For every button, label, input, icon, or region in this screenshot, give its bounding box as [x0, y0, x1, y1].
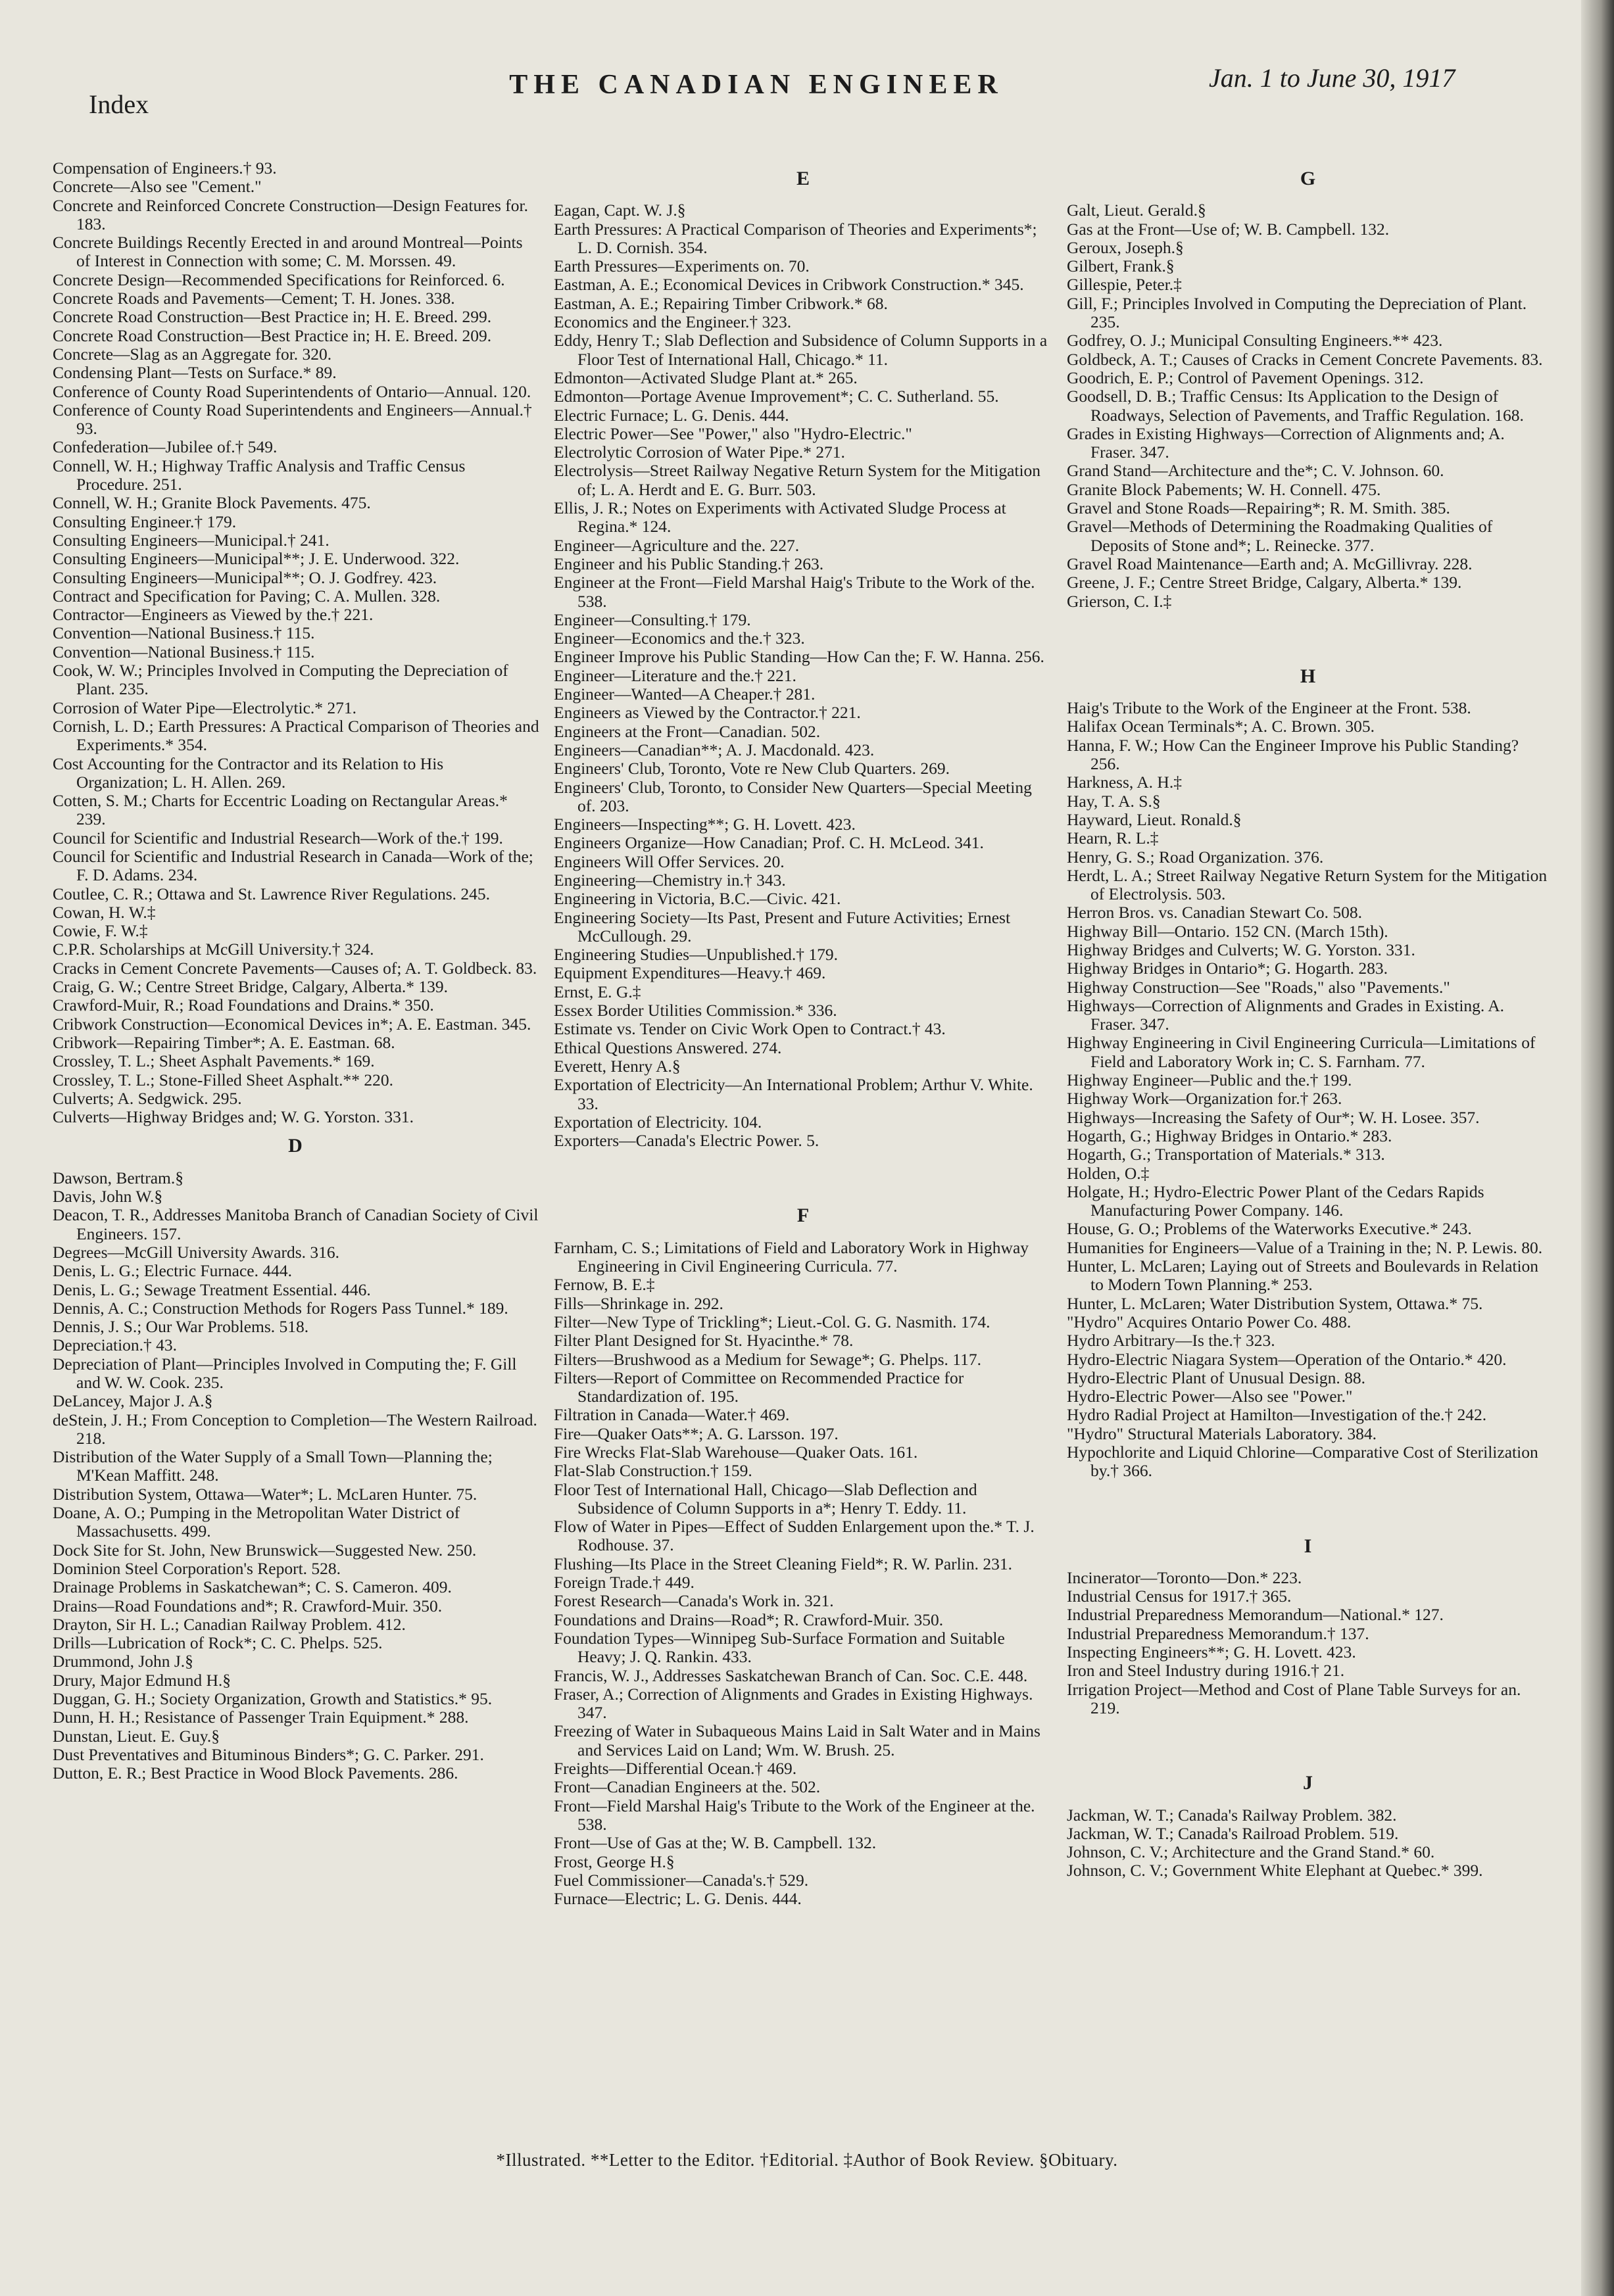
- entries-g: [1067, 201, 1550, 611]
- index-entry: Forest Research—Canada's Work in. 321.: [554, 1591, 834, 1611]
- index-entry: Engineer—Literature and the.† 221.: [554, 665, 796, 685]
- index-entry: Highway Construction—See "Roads," also "Pavements.": [1067, 977, 1450, 997]
- index-entry: Dawson, Bertram.§: [53, 1168, 183, 1187]
- index-entry: Drayton, Sir H. L.; Canadian Railway Problem. 412.: [53, 1614, 406, 1634]
- index-entry: Depreciation of Plant—Principles Involved in Computing the; F. Gill and W. W. Cook. 235.: [53, 1354, 517, 1392]
- index-entry: Ernst, E. G.‡: [554, 982, 641, 1001]
- index-column-2: [554, 159, 1054, 1908]
- index-entry: Holden, O.‡: [1067, 1163, 1150, 1183]
- index-entry: Gravel—Methods of Determining the Roadmaking Qualities of Deposits of Stone and*; L. Reinecke. 377.: [1067, 517, 1493, 555]
- index-entry: Consulting Engineers—Municipal**; O. J. Godfrey. 423.: [53, 567, 437, 587]
- index-entry: Farnham, C. S.; Limitations of Field and Laboratory Work in Highway Engineering in Civil Engineering Curricula. 77.: [554, 1237, 1029, 1276]
- index-entry: Eastman, A. E.; Repairing Timber Cribwork.* 68.: [554, 293, 888, 313]
- index-entry: Filters—Report of Committee on Recommended Practice for Standardization of. 195.: [554, 1368, 964, 1406]
- index-entry: Eagan, Capt. W. J.§: [554, 201, 686, 220]
- index-entry: Depreciation.† 43.: [53, 1335, 178, 1355]
- index-entry: Essex Border Utilities Commission.* 336.: [554, 1001, 837, 1020]
- index-entry: "Hydro" Acquires Ontario Power Co. 488.: [1067, 1312, 1352, 1331]
- index-entry: Foundation Types—Winnipeg Sub-Surface Formation and Suitable Heavy; J. Q. Rankin. 433.: [554, 1628, 1005, 1667]
- index-entry: Ethical Questions Answered. 274.: [554, 1038, 782, 1057]
- index-entry: Concrete Buildings Recently Erected in and around Montreal—Points of Interest in Connection with some; C. M. Morssen. 49.: [53, 233, 523, 271]
- index-entry: Fills—Shrinkage in. 292.: [554, 1293, 723, 1313]
- index-entry: Fernow, B. E.‡: [554, 1275, 655, 1295]
- index-entry: Contractor—Engineers as Viewed by the.† 221.: [53, 605, 374, 625]
- index-entry: Grand Stand—Architecture and the*; C. V. Johnson. 60.: [1067, 461, 1444, 481]
- index-entry: Dutton, E. R.; Best Practice in Wood Block Pavements. 286.: [53, 1763, 458, 1783]
- index-entry: Fire Wrecks Flat-Slab Warehouse—Quaker Oats. 161.: [554, 1443, 918, 1462]
- index-entry: Iron and Steel Industry during 1916.† 21.: [1067, 1661, 1345, 1681]
- index-entry: Holgate, H.; Hydro-Electric Power Plant of the Cedars Rapids Manufacturing Power Company. 146.: [1067, 1182, 1484, 1220]
- index-entry: Electrolysis—Street Railway Negative Return System for the Mitigation of; L. A. Herdt and E. G. Burr. 503.: [554, 461, 1041, 499]
- index-entry: Exportation of Electricity. 104.: [554, 1112, 762, 1132]
- index-entry: Concrete Roads and Pavements—Cement; T. H. Jones. 338.: [53, 289, 455, 308]
- index-entry: Hogarth, G.; Transportation of Materials.* 313.: [1067, 1145, 1385, 1164]
- index-entry: Compensation of Engineers.† 93.: [53, 158, 277, 178]
- index-entry: Drills—Lubrication of Rock*; C. C. Phelps. 525.: [53, 1633, 383, 1653]
- index-entry: Herron Bros. vs. Canadian Stewart Co. 508.: [1067, 903, 1363, 922]
- index-entry: Gill, F.; Principles Involved in Computing the Depreciation of Plant. 235.: [1067, 293, 1527, 332]
- index-entry: Engineering—Chemistry in.† 343.: [554, 870, 786, 890]
- index-entry: Crossley, T. L.; Stone-Filled Sheet Asphalt.** 220.: [53, 1070, 394, 1089]
- entries-i: [1067, 1569, 1550, 1717]
- index-entry: Engineer Improve his Public Standing—How Can the; F. W. Hanna. 256.: [554, 647, 1044, 667]
- index-entry: Foreign Trade.† 449.: [554, 1573, 695, 1592]
- index-entry: Hydro Arbitrary—Is the.† 323.: [1067, 1331, 1275, 1351]
- index-entry: Economics and the Engineer.† 323.: [554, 312, 792, 332]
- date-range: Jan. 1 to June 30, 1917: [1209, 63, 1455, 93]
- index-entry: Coutlee, C. R.; Ottawa and St. Lawrence River Regulations. 245.: [53, 884, 490, 903]
- index-entry: Hogarth, G.; Highway Bridges in Ontario.* 283.: [1067, 1126, 1392, 1145]
- index-column-1: [53, 159, 539, 1783]
- index-entry: Foundations and Drains—Road*; R. Crawford-Muir. 350.: [554, 1610, 944, 1629]
- index-entry: Dennis, A. C.; Construction Methods for Rogers Pass Tunnel.* 189.: [53, 1298, 508, 1318]
- index-entry: Filters—Brushwood as a Medium for Sewage*; G. Phelps. 117.: [554, 1349, 981, 1369]
- index-entry: House, G. O.; Problems of the Waterworks Executive.* 243.: [1067, 1219, 1472, 1239]
- index-entry: Crossley, T. L.; Sheet Asphalt Pavements.* 169.: [53, 1051, 375, 1071]
- index-entry: Deacon, T. R., Addresses Manitoba Branch of Canadian Society of Civil Engineers. 157.: [53, 1205, 539, 1243]
- index-entry: Cook, W. W.; Principles Involved in Computing the Depreciation of Plant. 235.: [53, 661, 508, 699]
- index-entry: Denis, L. G.; Electric Furnace. 444.: [53, 1261, 292, 1281]
- index-entry: Engineers Will Offer Services. 20.: [554, 851, 785, 871]
- index-entry: Flat-Slab Construction.† 159.: [554, 1461, 752, 1481]
- index-entry: Flushing—Its Place in the Street Cleaning Field*; R. W. Parlin. 231.: [554, 1554, 1012, 1573]
- index-entry: Electric Furnace; L. G. Denis. 444.: [554, 405, 789, 425]
- entries-c: [53, 159, 539, 1126]
- section-heading-d: D: [288, 1135, 304, 1157]
- index-entry: Hydro-Electric Power—Also see "Power.": [1067, 1387, 1353, 1406]
- index-entry: Exportation of Electricity—An International Problem; Arthur V. White. 33.: [554, 1075, 1033, 1113]
- index-entry: Fraser, A.; Correction of Alignments and Grades in Existing Highways. 347.: [554, 1684, 1033, 1723]
- index-entry: Conference of County Road Superintendents of Ontario—Annual. 120.: [53, 381, 531, 401]
- index-entry: Consulting Engineers—Municipal.† 241.: [53, 530, 330, 550]
- index-entry: Harkness, A. H.‡: [1067, 773, 1182, 792]
- index-entry: Furnace—Electric; L. G. Denis. 444.: [554, 1889, 802, 1909]
- legend-footnote: *Illustrated. **Letter to the Editor. †Editorial. ‡Author of Book Review. §Obituary.: [496, 2150, 1118, 2170]
- index-entry: deStein, J. H.; From Conception to Completion—The Western Railroad. 218.: [53, 1410, 537, 1448]
- index-entry: Duggan, G. H.; Society Organization, Growth and Statistics.* 95.: [53, 1689, 493, 1709]
- index-entry: Granite Block Pabements; W. H. Connell. 475.: [1067, 479, 1381, 499]
- index-entry: Davis, John W.§: [53, 1187, 163, 1207]
- index-entry: Hydro-Electric Plant of Unusual Design. 88.: [1067, 1368, 1365, 1387]
- index-entry: Freezing of Water in Subaqueous Mains Laid in Salt Water and in Mains and Services Laid on Land; Wm. W. Brush. 25.: [554, 1721, 1040, 1759]
- index-entry: Craig, G. W.; Centre Street Bridge, Calgary, Alberta.* 139.: [53, 977, 449, 997]
- index-entry: Highways—Increasing the Safety of Our*; W. H. Losee. 357.: [1067, 1107, 1480, 1127]
- index-entry: Doane, A. O.; Pumping in the Metropolitan Water District of Massachusetts. 499.: [53, 1503, 460, 1541]
- index-entry: Hunter, L. McLaren; Laying out of Streets and Boulevards in Relation to Modern Town Planning.* 253.: [1067, 1256, 1539, 1295]
- index-entry: Engineers—Canadian**; A. J. Macdonald. 423.: [554, 740, 875, 759]
- index-entry: Hay, T. A. S.§: [1067, 791, 1161, 811]
- index-entry: Highway Bridges and Culverts; W. G. Yorston. 331.: [1067, 940, 1415, 959]
- index-entry: Gravel and Stone Roads—Repairing*; R. M. Smith. 385.: [1067, 498, 1450, 518]
- index-entry: DeLancey, Major J. A.§: [53, 1391, 213, 1411]
- index-entry: Conference of County Road Superintendents and Engineers—Annual.† 93.: [53, 400, 532, 439]
- index-entry: Goodrich, E. P.; Control of Pavement Openings. 312.: [1067, 368, 1424, 387]
- index-entry: Hayward, Lieut. Ronald.§: [1067, 809, 1242, 829]
- index-entry: Eastman, A. E.; Economical Devices in Cribwork Construction.* 345.: [554, 275, 1024, 295]
- index-entry: Convention—National Business.† 115.: [53, 642, 315, 661]
- section-heading-e: E: [796, 168, 811, 189]
- index-entry: Inspecting Engineers**; G. H. Lovett. 423.: [1067, 1642, 1356, 1662]
- index-entry: Hydro Radial Project at Hamilton—Investigation of the.† 242.: [1067, 1405, 1487, 1425]
- index-entry: Engineers' Club, Toronto, Vote re New Club Quarters. 269.: [554, 759, 950, 778]
- index-entry: Johnson, C. V.; Government White Elephant at Quebec.* 399.: [1067, 1861, 1483, 1880]
- index-entry: Drummond, John J.§: [53, 1652, 193, 1671]
- index-entry: Eddy, Henry T.; Slab Deflection and Subsidence of Column Supports in a Floor Test of International Hall, Chicago.* 11.: [554, 331, 1048, 369]
- index-entry: Electrolytic Corrosion of Water Pipe.* 271.: [554, 442, 845, 462]
- index-entry: Contract and Specification for Paving; C. A. Mullen. 328.: [53, 586, 441, 606]
- index-entry: Incinerator—Toronto—Don.* 223.: [1067, 1567, 1302, 1587]
- index-entry: Engineer—Agriculture and the. 227.: [554, 535, 800, 555]
- index-entry: "Hydro" Structural Materials Laboratory. 384.: [1067, 1423, 1377, 1443]
- index-entry: Hypochlorite and Liquid Chlorine—Comparative Cost of Sterilization by.† 366.: [1067, 1443, 1538, 1481]
- index-entry: Grierson, C. I.‡: [1067, 591, 1172, 611]
- index-entry: Dominion Steel Corporation's Report. 528.: [53, 1558, 341, 1578]
- index-entry: Irrigation Project—Method and Cost of Plane Table Surveys for an. 219.: [1067, 1679, 1521, 1717]
- index-entry: Haig's Tribute to the Work of the Engineer at the Front. 538.: [1067, 698, 1471, 718]
- entries-d: [53, 1169, 539, 1783]
- index-entry: Industrial Preparedness Memorandum.† 137.: [1067, 1623, 1369, 1643]
- index-label: Index: [89, 89, 149, 119]
- index-entry: Engineers at the Front—Canadian. 502.: [554, 721, 821, 741]
- index-entry: Distribution of the Water Supply of a Small Town—Planning the; M'Kean Maffitt. 248.: [53, 1447, 493, 1485]
- index-entry: Fire—Quaker Oats**; A. G. Larsson. 197.: [554, 1423, 839, 1443]
- index-entry: Filtration in Canada—Water.† 469.: [554, 1405, 790, 1425]
- index-entry: Engineer and his Public Standing.† 263.: [554, 554, 824, 573]
- index-entry: Consulting Engineers—Municipal**; J. E. Underwood. 322.: [53, 549, 460, 569]
- index-entry: Front—Field Marshal Haig's Tribute to the Work of the Engineer at the. 538.: [554, 1796, 1035, 1834]
- index-entry: Highway Engineering in Civil Engineering Curricula—Limitations of Field and Laboratory Work in; C. S. Farnham. 77.: [1067, 1033, 1536, 1071]
- entries-e: [554, 201, 1054, 1150]
- index-entry: Gas at the Front—Use of; W. B. Campbell. 132.: [1067, 219, 1390, 239]
- index-entry: Cribwork Construction—Economical Devices in*; A. E. Eastman. 345.: [53, 1014, 531, 1034]
- index-entry: Dunstan, Lieut. E. Guy.§: [53, 1726, 220, 1746]
- index-entry: Cribwork—Repairing Timber*; A. E. Eastman. 68.: [53, 1032, 395, 1052]
- index-entry: Filter Plant Designed for St. Hyacinthe.* 78.: [554, 1331, 854, 1351]
- index-entry: Concrete Road Construction—Best Practice in; H. E. Breed. 209.: [53, 325, 492, 345]
- index-entry: Edmonton—Portage Avenue Improvement*; C. C. Sutherland. 55.: [554, 387, 999, 406]
- index-entry: Dunn, H. H.; Resistance of Passenger Train Equipment.* 288.: [53, 1708, 469, 1727]
- index-entry: Engineer—Consulting.† 179.: [554, 610, 751, 629]
- index-entry: Ellis, J. R.; Notes on Experiments with Activated Sludge Process at Regina.* 124.: [554, 498, 1006, 537]
- index-entry: Convention—National Business.† 115.: [53, 623, 315, 643]
- index-entry: Concrete—Also see "Cement.": [53, 177, 262, 197]
- section-heading-f: F: [796, 1205, 811, 1227]
- index-entry: Herdt, L. A.; Street Railway Negative Return System for the Mitigation of Electrolysis. 503.: [1067, 865, 1548, 904]
- index-entry: Engineer—Wanted—A Cheaper.† 281.: [554, 684, 816, 704]
- index-entry: Highway Bill—Ontario. 152 CN. (March 15th).: [1067, 921, 1388, 941]
- index-entry: Cowan, H. W.‡: [53, 902, 156, 922]
- index-entry: Hunter, L. McLaren; Water Distribution System, Ottawa.* 75.: [1067, 1293, 1483, 1313]
- index-entry: Engineering Society—Its Past, Present and Future Activities; Ernest McCullough. 29.: [554, 907, 1011, 945]
- index-entry: Jackman, W. T.; Canada's Railroad Problem. 519.: [1067, 1823, 1399, 1843]
- index-entry: Jackman, W. T.; Canada's Railway Problem. 382.: [1067, 1805, 1397, 1825]
- entries-h: [1067, 699, 1550, 1480]
- index-entry: Halifax Ocean Terminals*; A. C. Brown. 305.: [1067, 717, 1375, 736]
- index-entry: Edmonton—Activated Sludge Plant at.* 265.: [554, 368, 858, 387]
- index-entry: Gillespie, Peter.‡: [1067, 275, 1182, 295]
- index-entry: Confederation—Jubilee of.† 549.: [53, 437, 278, 457]
- index-entry: Floor Test of International Hall, Chicago—Slab Deflection and Subsidence of Column Supports in a*; Henry T. Eddy. 11.: [554, 1479, 977, 1518]
- page-edge: [1581, 0, 1614, 2296]
- index-entry: Exporters—Canada's Electric Power. 5.: [554, 1131, 819, 1151]
- index-entry: Front—Use of Gas at the; W. B. Campbell. 132.: [554, 1833, 877, 1853]
- index-entry: Council for Scientific and Industrial Research in Canada—Work of the; F. D. Adams. 234.: [53, 846, 533, 885]
- index-entry: Engineering Studies—Unpublished.† 179.: [554, 945, 839, 965]
- index-entry: Flow of Water in Pipes—Effect of Sudden Enlargement upon the.* T. J. Rodhouse. 37.: [554, 1517, 1035, 1555]
- index-entry: Concrete Road Construction—Best Practice in; H. E. Breed. 299.: [53, 307, 492, 327]
- index-entry: Engineer at the Front—Field Marshal Haig's Tribute to the Work of the. 538.: [554, 573, 1035, 611]
- index-entry: Francis, W. J., Addresses Saskatchewan Branch of Can. Soc. C.E. 448.: [554, 1665, 1028, 1685]
- index-entry: Grades in Existing Highways—Correction of Alignments and; A. Fraser. 347.: [1067, 423, 1505, 462]
- index-entry: Highways—Correction of Alignments and Grades in Existing. A. Fraser. 347.: [1067, 995, 1505, 1034]
- index-entry: Consulting Engineer.† 179.: [53, 512, 237, 531]
- index-entry: Connell, W. H.; Highway Traffic Analysis and Traffic Census Procedure. 251.: [53, 456, 466, 494]
- index-entry: Drains—Road Foundations and*; R. Crawford-Muir. 350.: [53, 1596, 443, 1615]
- index-entry: Connell, W. H.; Granite Block Pavements. 475.: [53, 493, 371, 513]
- index-entry: Drainage Problems in Saskatchewan*; C. S. Cameron. 409.: [53, 1577, 452, 1597]
- index-entry: Culverts; A. Sedgwick. 295.: [53, 1088, 242, 1108]
- index-entry: Engineers as Viewed by the Contractor.† 221.: [554, 703, 861, 723]
- index-entry: Concrete and Reinforced Concrete Construction—Design Features for. 183.: [53, 195, 529, 233]
- section-heading-g: G: [1300, 168, 1317, 189]
- index-entry: Johnson, C. V.; Architecture and the Grand Stand.* 60.: [1067, 1842, 1435, 1862]
- index-entry: Dock Site for St. John, New Brunswick—Suggested New. 250.: [53, 1540, 477, 1560]
- index-entry: Goodsell, D. B.; Traffic Census: Its Application to the Design of Roadways, Selection of Pavements, and Traffic Regulation. 168.: [1067, 387, 1524, 425]
- index-entry: Dennis, J. S.; Our War Problems. 518.: [53, 1317, 309, 1337]
- index-entry: Denis, L. G.; Sewage Treatment Essential. 446.: [53, 1280, 371, 1299]
- section-heading-j: J: [1303, 1772, 1314, 1794]
- entries-f: [554, 1239, 1054, 1909]
- index-entry: Filter—New Type of Trickling*; Lieut.-Col. G. G. Nasmith. 174.: [554, 1312, 990, 1331]
- index-entry: Earth Pressures—Experiments on. 70.: [554, 256, 810, 276]
- index-entry: Electric Power—See "Power," also "Hydro-Electric.": [554, 423, 912, 443]
- index-entry: Front—Canadian Engineers at the. 502.: [554, 1777, 821, 1797]
- index-entry: Engineers Organize—How Canadian; Prof. C. H. McLeod. 341.: [554, 833, 984, 853]
- index-entry: Humanities for Engineers—Value of a Training in the; N. P. Lewis. 80.: [1067, 1237, 1543, 1257]
- index-entry: Estimate vs. Tender on Civic Work Open to Contract.† 43.: [554, 1019, 946, 1039]
- index-entry: Cornish, L. D.; Earth Pressures: A Practical Comparison of Theories and Experiments.* 354.: [53, 716, 539, 755]
- index-entry: Cotten, S. M.; Charts for Eccentric Loading on Rectangular Areas.* 239.: [53, 791, 508, 829]
- index-entry: Engineers—Inspecting**; G. H. Lovett. 423.: [554, 815, 856, 834]
- index-entry: Drury, Major Edmund H.§: [53, 1670, 232, 1690]
- index-entry: Crawford-Muir, R.; Road Foundations and Drains.* 350.: [53, 995, 434, 1015]
- index-entry: Earth Pressures: A Practical Comparison of Theories and Experiments*; L. D. Cornish. 354.: [554, 219, 1037, 257]
- index-entry: Gravel Road Maintenance—Earth and; A. McGillivray. 228.: [1067, 554, 1473, 573]
- section-heading-h: H: [1300, 665, 1317, 687]
- index-entry: Council for Scientific and Industrial Research—Work of the.† 199.: [53, 828, 503, 848]
- index-entry: Gilbert, Frank.§: [1067, 256, 1175, 276]
- index-entry: Corrosion of Water Pipe—Electrolytic.* 271.: [53, 698, 357, 717]
- index-entry: Everett, Henry A.§: [554, 1056, 681, 1076]
- index-entry: Dust Preventatives and Bituminous Binders*; G. C. Parker. 291.: [53, 1744, 484, 1764]
- index-entry: Hanna, F. W.; How Can the Engineer Improve his Public Standing? 256.: [1067, 735, 1519, 774]
- index-entry: Goldbeck, A. T.; Causes of Cracks in Cement Concrete Pavements. 83.: [1067, 349, 1543, 369]
- index-entry: Frost, George H.§: [554, 1852, 675, 1871]
- index-entry: Cracks in Cement Concrete Pavements—Causes of; A. T. Goldbeck. 83.: [53, 958, 537, 978]
- index-entry: Condensing Plant—Tests on Surface.* 89.: [53, 363, 337, 383]
- index-entry: Culverts—Highway Bridges and; W. G. Yorston. 331.: [53, 1107, 414, 1127]
- section-heading-i: I: [1304, 1535, 1313, 1557]
- index-entry: Freights—Differential Ocean.† 469.: [554, 1759, 797, 1779]
- entries-j: [1067, 1806, 1550, 1880]
- journal-title: THE CANADIAN ENGINEER: [509, 70, 1004, 100]
- index-entry: Cowie, F. W.‡: [53, 921, 148, 941]
- index-entry: Fuel Commissioner—Canada's.† 529.: [554, 1870, 809, 1890]
- index-entry: Highway Work—Organization for.† 263.: [1067, 1089, 1342, 1109]
- index-entry: Concrete Design—Recommended Specifications for Reinforced. 6.: [53, 270, 505, 289]
- index-entry: Engineer—Economics and the.† 323.: [554, 629, 805, 648]
- index-entry: C.P.R. Scholarships at McGill University.† 324.: [53, 940, 374, 959]
- index-entry: Concrete—Slag as an Aggregate for. 320.: [53, 344, 332, 364]
- index-entry: Geroux, Joseph.§: [1067, 237, 1184, 257]
- index-entry: Industrial Census for 1917.† 365.: [1067, 1587, 1292, 1606]
- index-column-3: [1067, 159, 1550, 1880]
- index-entry: Greene, J. F.; Centre Street Bridge, Calgary, Alberta.* 139.: [1067, 573, 1462, 592]
- index-entry: Engineering in Victoria, B.C.—Civic. 421.: [554, 889, 841, 909]
- index-entry: Degrees—McGill University Awards. 316.: [53, 1242, 340, 1262]
- index-entry: Industrial Preparedness Memorandum—National.* 127.: [1067, 1605, 1444, 1625]
- index-entry: Distribution System, Ottawa—Water*; L. McLaren Hunter. 75.: [53, 1484, 477, 1504]
- index-entry: Hydro-Electric Niagara System—Operation of the Ontario.* 420.: [1067, 1349, 1507, 1369]
- index-entry: Godfrey, O. J.; Municipal Consulting Engineers.** 423.: [1067, 331, 1443, 350]
- index-entry: Engineers' Club, Toronto, to Consider New Quarters—Special Meeting of. 203.: [554, 777, 1032, 815]
- index-entry: Highway Bridges in Ontario*; G. Hogarth. 283.: [1067, 959, 1388, 978]
- index-entry: Cost Accounting for the Contractor and its Relation to His Organization; L. H. Allen. 269.: [53, 753, 444, 792]
- index-entry: Highway Engineer—Public and the.† 199.: [1067, 1070, 1352, 1090]
- index-entry: Equipment Expenditures—Heavy.† 469.: [554, 963, 826, 983]
- index-entry: Henry, G. S.; Road Organization. 376.: [1067, 847, 1324, 867]
- index-entry: Galt, Lieut. Gerald.§: [1067, 201, 1206, 220]
- index-entry: Hearn, R. L.‡: [1067, 828, 1159, 848]
